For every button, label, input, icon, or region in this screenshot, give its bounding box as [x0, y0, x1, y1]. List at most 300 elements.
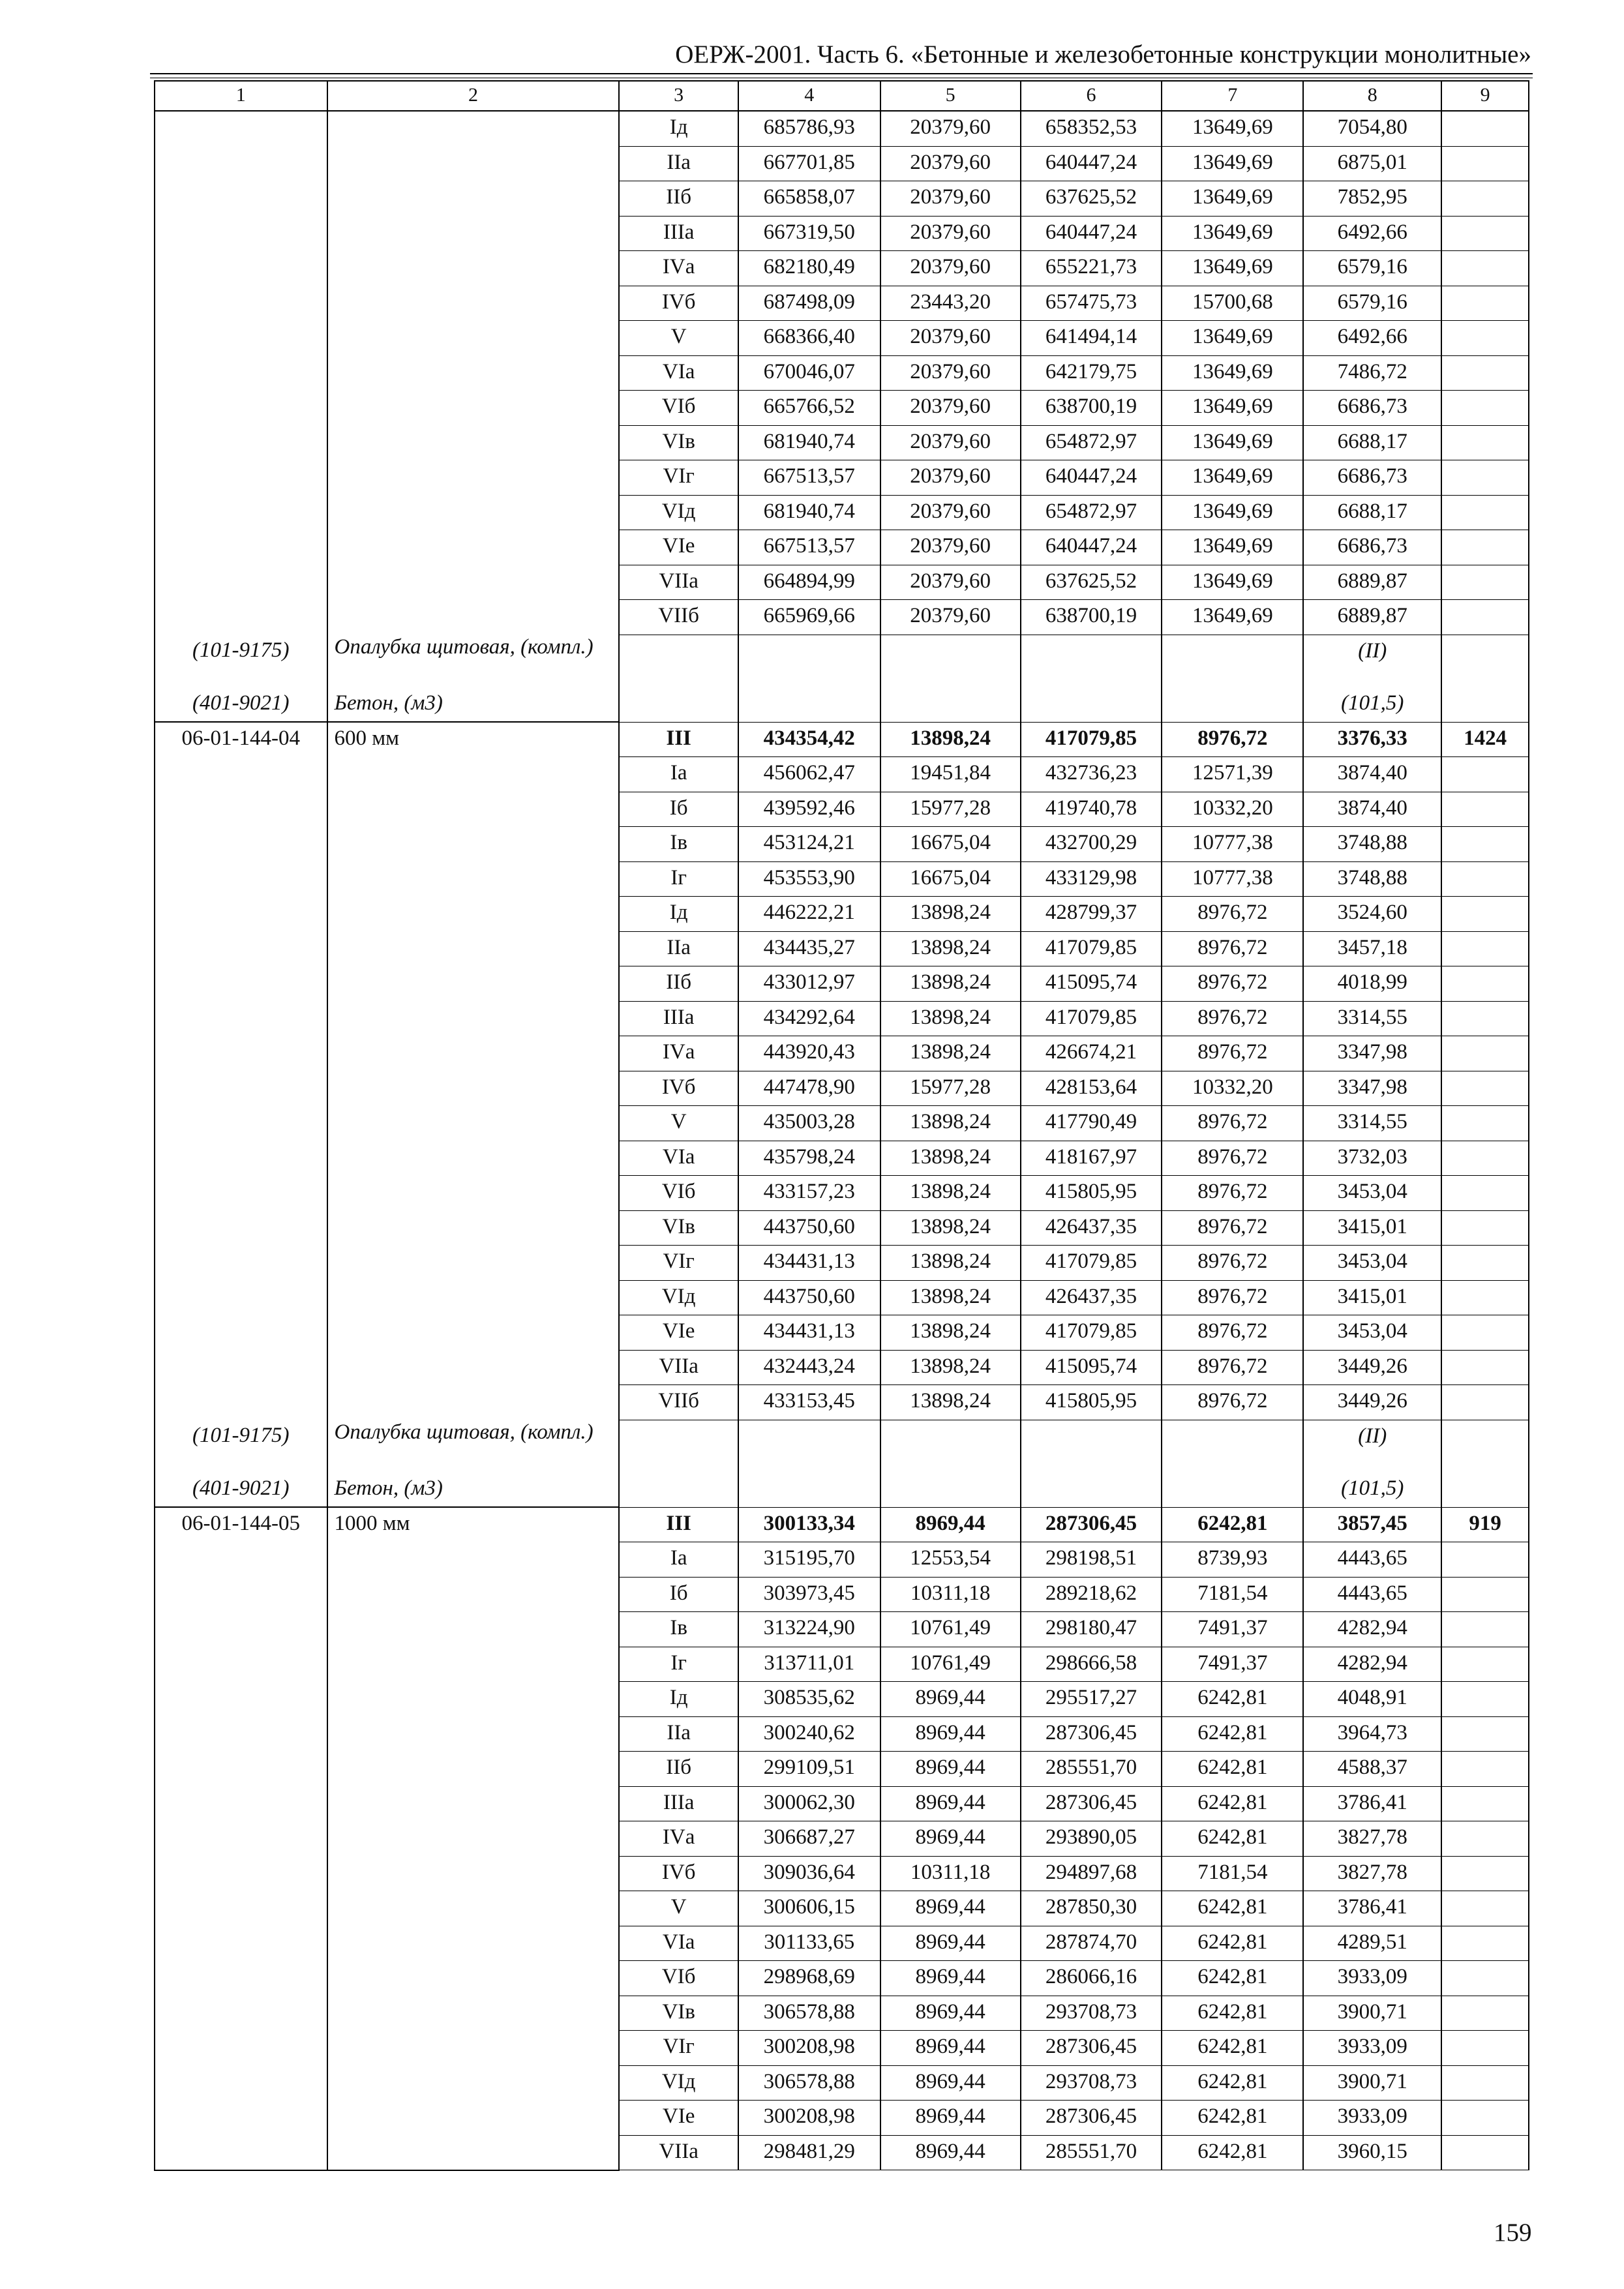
labor-cell: [1441, 355, 1529, 391]
column-number: 9: [1441, 81, 1529, 111]
total-cost-cell: 456062,47: [738, 757, 880, 792]
code-cell: [155, 251, 327, 286]
labor-cell: [1441, 146, 1529, 181]
wages-cell: 13898,24: [880, 1315, 1021, 1351]
table-row: [155, 1612, 1529, 1647]
materials-cell: 6889,87: [1303, 565, 1441, 600]
wages-cell: 20379,60: [880, 600, 1021, 635]
table-row: [155, 321, 1529, 356]
code-cell: [155, 1786, 327, 1821]
materials-cell: 3857,45: [1303, 1507, 1441, 1542]
description-cell: Бетон, (м3): [327, 1473, 620, 1508]
description-cell: [327, 966, 620, 1002]
total-cost-cell: 443750,60: [738, 1280, 880, 1315]
labor-cell: [1441, 1891, 1529, 1926]
labor-cell: [1441, 1647, 1529, 1682]
materials-cell: 3314,55: [1303, 1106, 1441, 1141]
labor-cell: [1441, 1752, 1529, 1787]
wages-cell: [880, 687, 1021, 723]
materials-cell: 3786,41: [1303, 1891, 1441, 1926]
total-cost-cell: 433012,97: [738, 966, 880, 1002]
table-row: [155, 2031, 1529, 2066]
description-cell: [327, 827, 620, 862]
machines-cell: 417079,85: [1021, 931, 1162, 966]
total-cost-cell: 432443,24: [738, 1350, 880, 1385]
labor-cell: [1441, 1926, 1529, 1961]
code-cell: [155, 861, 327, 897]
machinist-wages-cell: 8976,72: [1162, 1106, 1303, 1141]
column-number: 2: [327, 81, 620, 111]
header-rule-thick: [150, 73, 1533, 74]
table-row: [155, 495, 1529, 530]
code-cell: [155, 530, 327, 565]
wages-cell: 23443,20: [880, 286, 1021, 321]
labor-cell: [1441, 425, 1529, 460]
table-row: [155, 1280, 1529, 1315]
labor-cell: [1441, 1420, 1529, 1473]
machines-cell: [1021, 687, 1162, 723]
zone-cell: VIд: [619, 1280, 738, 1315]
table-row: [155, 757, 1529, 792]
materials-cell: 4282,94: [1303, 1612, 1441, 1647]
total-cost-cell: 298968,69: [738, 1961, 880, 1996]
machines-cell: 417790,49: [1021, 1106, 1162, 1141]
resource-note-row: [155, 1420, 1529, 1473]
total-cost-cell: 434431,13: [738, 1315, 880, 1351]
total-cost-cell: 315195,70: [738, 1542, 880, 1578]
wages-cell: 13898,24: [880, 1350, 1021, 1385]
code-cell: [155, 1315, 327, 1351]
zone-cell: Iд: [619, 1682, 738, 1717]
machinist-wages-cell: 6242,81: [1162, 1996, 1303, 2031]
machinist-wages-cell: 13649,69: [1162, 111, 1303, 146]
machinist-wages-cell: 8739,93: [1162, 1542, 1303, 1578]
description-cell: [327, 1891, 620, 1926]
table-row: [155, 216, 1529, 251]
table-row: [155, 1001, 1529, 1036]
machinist-wages-cell: 7491,37: [1162, 1647, 1303, 1682]
column-number: 3: [619, 81, 738, 111]
total-cost-cell: 439592,46: [738, 792, 880, 827]
machines-cell: 418167,97: [1021, 1141, 1162, 1176]
labor-cell: [1441, 1280, 1529, 1315]
column-number: 6: [1021, 81, 1162, 111]
code-cell: [155, 931, 327, 966]
machines-cell: 654872,97: [1021, 495, 1162, 530]
labor-cell: [1441, 391, 1529, 426]
description-cell: [327, 1961, 620, 1996]
labor-cell: [1441, 792, 1529, 827]
labor-cell: [1441, 600, 1529, 635]
description-cell: [327, 355, 620, 391]
wages-cell: 10311,18: [880, 1577, 1021, 1612]
zone-cell: VIб: [619, 1961, 738, 1996]
total-cost-cell: 306578,88: [738, 2065, 880, 2101]
zone-cell: VIв: [619, 1210, 738, 1246]
materials-cell: 3874,40: [1303, 757, 1441, 792]
total-cost-cell: 301133,65: [738, 1926, 880, 1961]
description-cell: Опалубка щитовая, (компл.): [327, 1420, 620, 1473]
zone-cell: VIд: [619, 495, 738, 530]
machinist-wages-cell: 6242,81: [1162, 1682, 1303, 1717]
machines-cell: 287306,45: [1021, 2101, 1162, 2136]
description-cell: [327, 1036, 620, 1071]
machines-cell: 432736,23: [1021, 757, 1162, 792]
labor-cell: [1441, 1141, 1529, 1176]
machines-cell: 419740,78: [1021, 792, 1162, 827]
labor-cell: [1441, 1036, 1529, 1071]
description-cell: [327, 181, 620, 217]
machines-cell: 417079,85: [1021, 1315, 1162, 1351]
code-cell: [155, 1385, 327, 1420]
table-row: [155, 792, 1529, 827]
code-cell: [155, 1961, 327, 1996]
machines-cell: 287850,30: [1021, 1891, 1162, 1926]
total-cost-cell: 687498,09: [738, 286, 880, 321]
description-cell: [327, 1716, 620, 1752]
table-row: [155, 1856, 1529, 1891]
machines-cell: 428799,37: [1021, 897, 1162, 932]
table-row: [155, 1786, 1529, 1821]
zone-cell: IIа: [619, 1716, 738, 1752]
machines-cell: 295517,27: [1021, 1682, 1162, 1717]
code-cell: [155, 1176, 327, 1211]
code-cell: (401-9021): [155, 687, 327, 723]
zone-cell: VIIа: [619, 1350, 738, 1385]
total-cost-cell: 667513,57: [738, 460, 880, 496]
machines-cell: 415095,74: [1021, 966, 1162, 1002]
machines-cell: 638700,19: [1021, 391, 1162, 426]
materials-cell: 3786,41: [1303, 1786, 1441, 1821]
total-cost-cell: 453124,21: [738, 827, 880, 862]
description-cell: Опалубка щитовая, (компл.): [327, 635, 620, 687]
table-row: [155, 2101, 1529, 2136]
table-row: [155, 1141, 1529, 1176]
code-cell: [155, 460, 327, 496]
machines-cell: 294897,68: [1021, 1856, 1162, 1891]
wages-cell: 8969,44: [880, 1507, 1021, 1542]
table-row: [155, 966, 1529, 1002]
machinist-wages-cell: 6242,81: [1162, 2065, 1303, 2101]
table-row: [155, 425, 1529, 460]
page-number: 159: [1494, 2219, 1532, 2247]
machines-cell: 417079,85: [1021, 1246, 1162, 1281]
materials-cell: 4048,91: [1303, 1682, 1441, 1717]
total-cost-cell: [738, 1473, 880, 1508]
description-cell: [327, 1786, 620, 1821]
total-cost-cell: 433157,23: [738, 1176, 880, 1211]
wages-cell: 20379,60: [880, 355, 1021, 391]
labor-cell: [1441, 495, 1529, 530]
labor-cell: [1441, 2031, 1529, 2066]
labor-cell: [1441, 1071, 1529, 1106]
description-cell: [327, 1647, 620, 1682]
materials-cell: 6889,87: [1303, 600, 1441, 635]
machinist-wages-cell: 7491,37: [1162, 1612, 1303, 1647]
zone-cell: V: [619, 321, 738, 356]
table-row: [155, 286, 1529, 321]
machinist-wages-cell: 6242,81: [1162, 1507, 1303, 1542]
machines-cell: 285551,70: [1021, 2135, 1162, 2170]
code-cell: [155, 966, 327, 1002]
wages-cell: 13898,24: [880, 1001, 1021, 1036]
total-cost-cell: 665969,66: [738, 600, 880, 635]
code-cell: [155, 1106, 327, 1141]
total-cost-cell: 434431,13: [738, 1246, 880, 1281]
code-cell: [155, 1926, 327, 1961]
zone-cell: V: [619, 1891, 738, 1926]
machines-cell: 640447,24: [1021, 530, 1162, 565]
machinist-wages-cell: 13649,69: [1162, 600, 1303, 635]
wages-cell: 13898,24: [880, 1106, 1021, 1141]
labor-cell: [1441, 1542, 1529, 1578]
description-cell: [327, 2101, 620, 2136]
code-cell: [155, 1246, 327, 1281]
zone-cell: VIIб: [619, 600, 738, 635]
machines-cell: 637625,52: [1021, 565, 1162, 600]
machines-cell: 298198,51: [1021, 1542, 1162, 1578]
machines-cell: 655221,73: [1021, 251, 1162, 286]
description-cell: [327, 861, 620, 897]
materials-cell: 3933,09: [1303, 1961, 1441, 1996]
zone-cell: IIб: [619, 966, 738, 1002]
total-cost-cell: 681940,74: [738, 425, 880, 460]
materials-cell: 3457,18: [1303, 931, 1441, 966]
materials-cell: 3748,88: [1303, 861, 1441, 897]
machinist-wages-cell: 8976,72: [1162, 1176, 1303, 1211]
machinist-wages-cell: 8976,72: [1162, 722, 1303, 757]
column-number: 4: [738, 81, 880, 111]
table-row: [155, 1507, 1529, 1542]
code-cell: [155, 1752, 327, 1787]
machines-cell: 287306,45: [1021, 1786, 1162, 1821]
description-cell: [327, 1821, 620, 1857]
table-row: [155, 565, 1529, 600]
code-cell: [155, 1996, 327, 2031]
materials-cell: 3415,01: [1303, 1280, 1441, 1315]
zone-cell: VIа: [619, 355, 738, 391]
machinist-wages-cell: 6242,81: [1162, 1786, 1303, 1821]
machinist-wages-cell: 13649,69: [1162, 530, 1303, 565]
materials-cell: (II): [1303, 1420, 1441, 1473]
zone-cell: IVб: [619, 1071, 738, 1106]
materials-cell: 3314,55: [1303, 1001, 1441, 1036]
machines-cell: 433129,98: [1021, 861, 1162, 897]
description-cell: [327, 1106, 620, 1141]
code-cell: [155, 111, 327, 146]
machines-cell: 417079,85: [1021, 722, 1162, 757]
total-cost-cell: 664894,99: [738, 565, 880, 600]
table-row: [155, 931, 1529, 966]
table-row: [155, 251, 1529, 286]
total-cost-cell: 435798,24: [738, 1141, 880, 1176]
wages-cell: [880, 1473, 1021, 1508]
zone-cell: IIIа: [619, 216, 738, 251]
total-cost-cell: 300208,98: [738, 2031, 880, 2066]
table-row: [155, 1996, 1529, 2031]
materials-cell: 3453,04: [1303, 1315, 1441, 1351]
table-row: [155, 600, 1529, 635]
materials-cell: 3827,78: [1303, 1821, 1441, 1857]
zone-cell: IIа: [619, 146, 738, 181]
price-table-body: [155, 81, 1529, 2170]
materials-cell: 6579,16: [1303, 286, 1441, 321]
description-cell: [327, 1752, 620, 1787]
table-row: [155, 1926, 1529, 1961]
zone-cell: [619, 1473, 738, 1508]
description-cell: [327, 1071, 620, 1106]
materials-cell: (101,5): [1303, 687, 1441, 723]
machinist-wages-cell: 7181,54: [1162, 1856, 1303, 1891]
table-row: [155, 111, 1529, 146]
wages-cell: 13898,24: [880, 1141, 1021, 1176]
wages-cell: 8969,44: [880, 1961, 1021, 1996]
code-cell: [155, 2101, 327, 2136]
wages-cell: 13898,24: [880, 1176, 1021, 1211]
wages-cell: 20379,60: [880, 530, 1021, 565]
wages-cell: 13898,24: [880, 897, 1021, 932]
code-cell: [155, 146, 327, 181]
labor-cell: [1441, 687, 1529, 723]
labor-cell: [1441, 1786, 1529, 1821]
labor-cell: [1441, 286, 1529, 321]
machinist-wages-cell: 13649,69: [1162, 321, 1303, 356]
machinist-wages-cell: 13649,69: [1162, 181, 1303, 217]
materials-cell: 3524,60: [1303, 897, 1441, 932]
code-cell: (101-9175): [155, 635, 327, 687]
zone-cell: VIг: [619, 460, 738, 496]
price-table: [154, 80, 1529, 2171]
machines-cell: 415805,95: [1021, 1385, 1162, 1420]
total-cost-cell: 313224,90: [738, 1612, 880, 1647]
code-cell: [155, 1891, 327, 1926]
total-cost-cell: 446222,21: [738, 897, 880, 932]
description-cell: [327, 1001, 620, 1036]
zone-cell: V: [619, 1106, 738, 1141]
labor-cell: 1424: [1441, 722, 1529, 757]
table-row: [155, 1350, 1529, 1385]
wages-cell: 8969,44: [880, 2065, 1021, 2101]
materials-cell: 3933,09: [1303, 2101, 1441, 2136]
code-cell: [155, 1542, 327, 1578]
materials-cell: 7852,95: [1303, 181, 1441, 217]
zone-cell: VIг: [619, 2031, 738, 2066]
machines-cell: 417079,85: [1021, 1001, 1162, 1036]
materials-cell: 3827,78: [1303, 1856, 1441, 1891]
code-cell: [155, 355, 327, 391]
zone-cell: VIе: [619, 1315, 738, 1351]
description-cell: [327, 757, 620, 792]
zone-cell: Iг: [619, 1647, 738, 1682]
total-cost-cell: 681940,74: [738, 495, 880, 530]
description-cell: [327, 1141, 620, 1176]
description-cell: [327, 495, 620, 530]
wages-cell: 10311,18: [880, 1856, 1021, 1891]
machines-cell: 640447,24: [1021, 146, 1162, 181]
code-cell: [155, 565, 327, 600]
code-cell: [155, 1716, 327, 1752]
wages-cell: 13898,24: [880, 966, 1021, 1002]
machinist-wages-cell: 13649,69: [1162, 216, 1303, 251]
description-cell: [327, 1385, 620, 1420]
description-cell: [327, 792, 620, 827]
zone-cell: VIIа: [619, 2135, 738, 2170]
description-cell: 1000 мм: [327, 1507, 620, 1542]
machinist-wages-cell: 8976,72: [1162, 1280, 1303, 1315]
labor-cell: [1441, 1350, 1529, 1385]
machinist-wages-cell: 6242,81: [1162, 1891, 1303, 1926]
code-cell: [155, 1036, 327, 1071]
machinist-wages-cell: 6242,81: [1162, 1752, 1303, 1787]
zone-cell: VIа: [619, 1141, 738, 1176]
zone-cell: VIа: [619, 1926, 738, 1961]
wages-cell: 8969,44: [880, 1926, 1021, 1961]
machines-cell: 641494,14: [1021, 321, 1162, 356]
labor-cell: [1441, 2135, 1529, 2170]
description-cell: [327, 286, 620, 321]
machines-cell: 657475,73: [1021, 286, 1162, 321]
wages-cell: 15977,28: [880, 792, 1021, 827]
wages-cell: 8969,44: [880, 1821, 1021, 1857]
table-row: [155, 1106, 1529, 1141]
table-row: [155, 1716, 1529, 1752]
code-cell: [155, 391, 327, 426]
machines-cell: 286066,16: [1021, 1961, 1162, 1996]
total-cost-cell: 667701,85: [738, 146, 880, 181]
materials-cell: 3376,33: [1303, 722, 1441, 757]
total-cost-cell: 447478,90: [738, 1071, 880, 1106]
wages-cell: 20379,60: [880, 321, 1021, 356]
table-row: [155, 1961, 1529, 1996]
machines-cell: 298666,58: [1021, 1647, 1162, 1682]
description-cell: [327, 425, 620, 460]
wages-cell: 16675,04: [880, 827, 1021, 862]
wages-cell: 8969,44: [880, 1891, 1021, 1926]
table-row: [155, 1577, 1529, 1612]
table-row: [155, 391, 1529, 426]
materials-cell: 6686,73: [1303, 530, 1441, 565]
description-cell: [327, 1210, 620, 1246]
machinist-wages-cell: 13649,69: [1162, 565, 1303, 600]
materials-cell: 4588,37: [1303, 1752, 1441, 1787]
wages-cell: 15977,28: [880, 1071, 1021, 1106]
zone-cell: VIIа: [619, 565, 738, 600]
zone-cell: Iв: [619, 1612, 738, 1647]
code-cell: [155, 1141, 327, 1176]
page-header-title: ОЕРЖ-2001. Часть 6. «Бетонные и железобетонные конструкции монолитные»: [675, 40, 1531, 68]
table-row: [155, 1682, 1529, 1717]
wages-cell: 8969,44: [880, 1682, 1021, 1717]
machinist-wages-cell: 12571,39: [1162, 757, 1303, 792]
labor-cell: [1441, 1210, 1529, 1246]
machinist-wages-cell: 8976,72: [1162, 931, 1303, 966]
labor-cell: [1441, 1577, 1529, 1612]
materials-cell: 6492,66: [1303, 321, 1441, 356]
description-cell: [327, 565, 620, 600]
labor-cell: [1441, 1106, 1529, 1141]
code-cell: [155, 2135, 327, 2170]
labor-cell: [1441, 216, 1529, 251]
resource-note-row: [155, 687, 1529, 723]
total-cost-cell: 300240,62: [738, 1716, 880, 1752]
machinist-wages-cell: 8976,72: [1162, 897, 1303, 932]
zone-cell: Iа: [619, 757, 738, 792]
materials-cell: 3449,26: [1303, 1385, 1441, 1420]
description-cell: [327, 321, 620, 356]
code-cell: [155, 216, 327, 251]
machinist-wages-cell: [1162, 1473, 1303, 1508]
zone-cell: Iд: [619, 897, 738, 932]
